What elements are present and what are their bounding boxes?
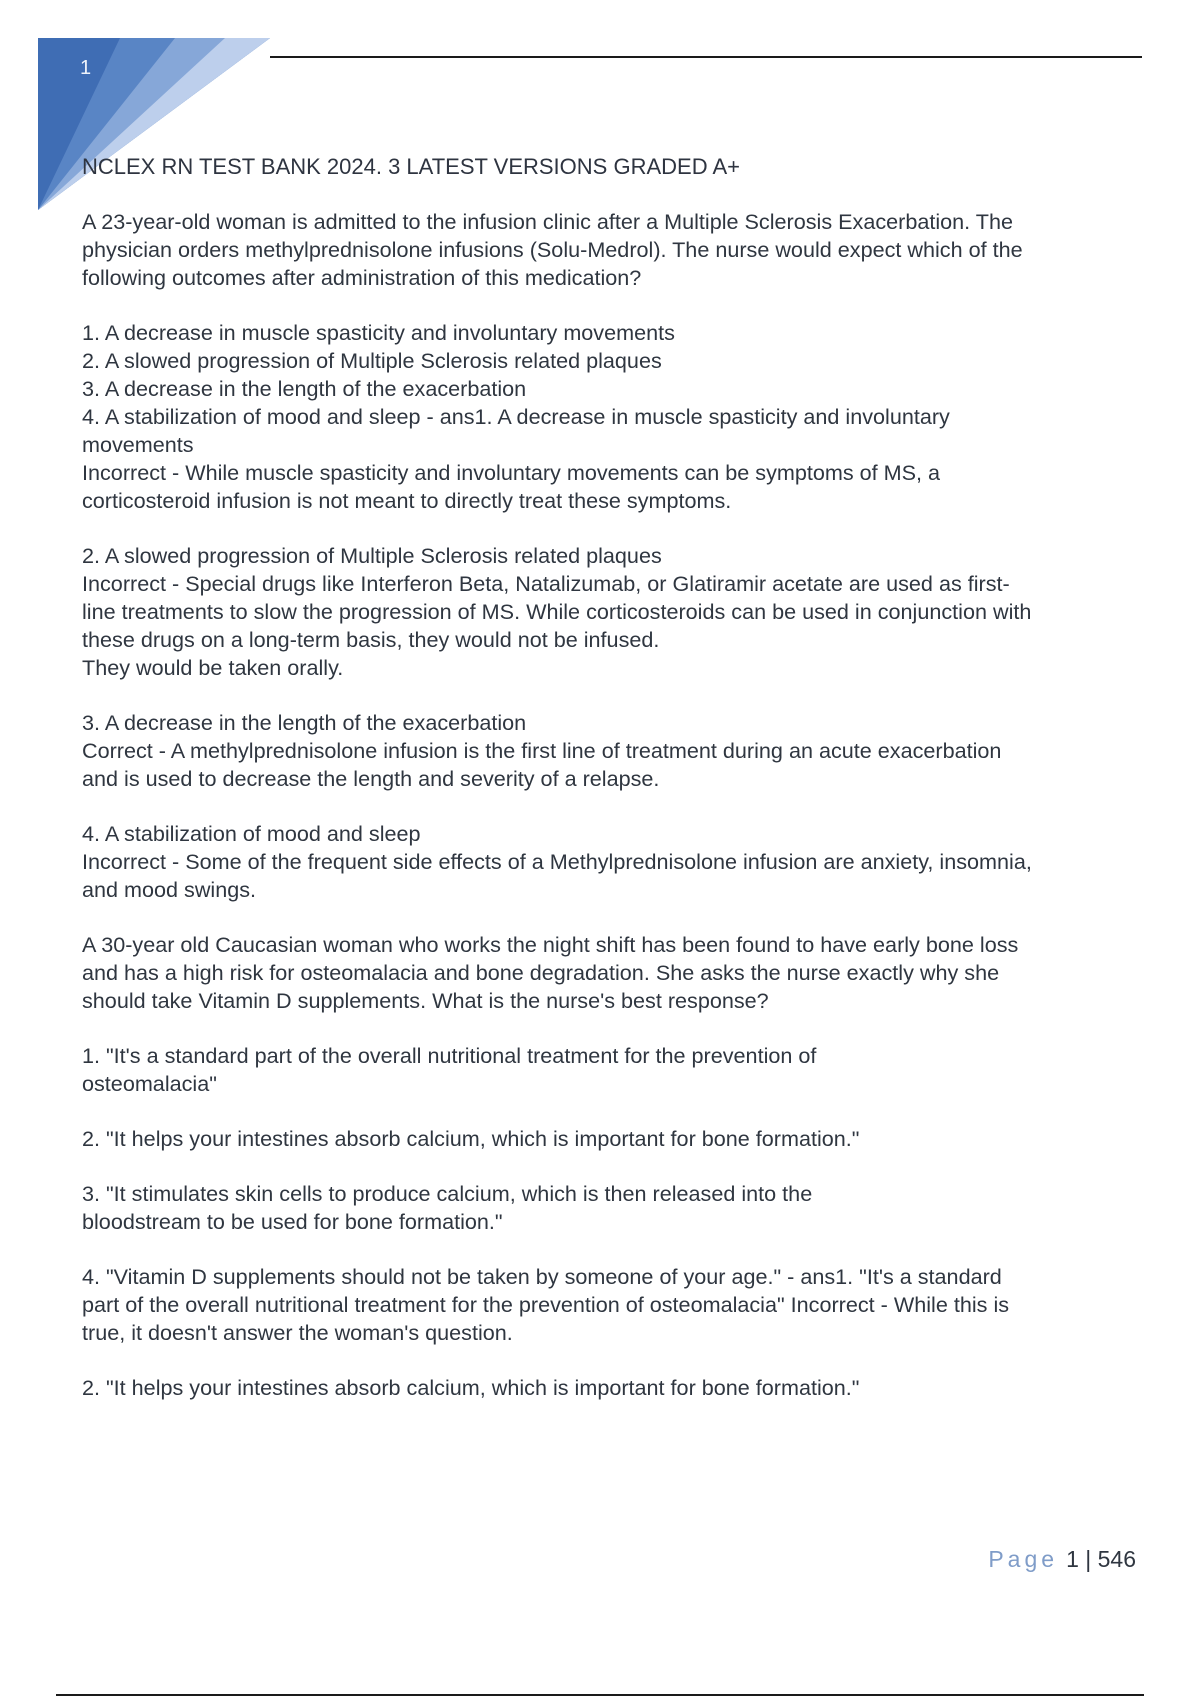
text-line: 1. "It's a standard part of the overall nutritional treatment for the prevention of [82,1043,817,1068]
text-line: 4. A stabilization of mood and sleep - ans1. A decrease in muscle spasticity and involuntary [82,404,950,429]
page-total: 546 [1097,1546,1136,1572]
text-line: should take Vitamin D supplements. What is the nurse's best response? [82,988,769,1013]
text-line: following outcomes after administration of this medication? [82,265,642,290]
page-separator: | [1085,1546,1092,1572]
paragraph [82,208,1148,292]
text-line: 1. A decrease in muscle spasticity and involuntary movements [82,320,675,345]
page-word: Page [988,1546,1059,1572]
text-line: these drugs on a long-term basis, they would not be infused. [82,627,660,652]
paragraph [82,319,1148,515]
text-line: Incorrect - Some of the frequent side effects of a Methylprednisolone infusion are anxiety, insomnia, [82,849,1032,874]
text-line: A 30-year old Caucasian woman who works the night shift has been found to have early bone loss [82,932,1019,957]
paragraph [82,1374,1148,1402]
text-line: 2. A slowed progression of Multiple Sclerosis related plaques [82,543,662,568]
document-title: NCLEX RN TEST BANK 2024. 3 LATEST VERSIONS GRADED A+ [82,154,741,179]
footer-rule [56,1694,1144,1696]
document-body [82,153,1148,1429]
text-line: part of the overall nutritional treatment for the prevention of osteomalacia" Incorrect - While this is [82,1292,1010,1317]
text-line: corticosteroid infusion is not meant to directly treat these symptoms. [82,488,732,513]
text-line: 3. A decrease in the length of the exacerbation [82,376,527,401]
text-line: and has a high risk for osteomalacia and bone degradation. She asks the nurse exactly why she [82,960,1000,985]
text-line: and is used to decrease the length and severity of a relapse. [82,766,660,791]
text-line: 2. "It helps your intestines absorb calcium, which is important for bone formation." [82,1375,860,1400]
text-line: Incorrect - While muscle spasticity and involuntary movements can be symptoms of MS, a [82,460,941,485]
paragraph [82,542,1148,682]
text-line: Incorrect - Special drugs like Interferon Beta, Natalizumab, or Glatiramir acetate are used as first- [82,571,1010,596]
text-line: 3. A decrease in the length of the exacerbation [82,710,527,735]
paragraph [82,931,1148,1015]
paragraph [82,820,1148,904]
paragraph [82,1180,1148,1236]
paragraph [82,709,1148,793]
text-line: 2. "It helps your intestines absorb calcium, which is important for bone formation." [82,1126,860,1151]
text-line: osteomalacia" [82,1071,217,1096]
paragraph [82,1042,1148,1098]
page-indicator [988,1546,1136,1573]
page-current: 1 [1066,1546,1079,1572]
paragraph [82,1125,1148,1153]
paragraph-list [82,208,1148,1402]
header-page-number: 1 [80,57,92,79]
paragraph [82,1263,1148,1347]
header-rule [270,56,1142,58]
text-line: Correct - A methylprednisolone infusion is the first line of treatment during an acute exacerbation [82,738,1002,763]
text-line: and mood swings. [82,877,257,902]
text-line: line treatments to slow the progression of MS. While corticosteroids can be used in conjunction with [82,599,1032,624]
text-line: true, it doesn't answer the woman's question. [82,1320,513,1345]
text-line: They would be taken orally. [82,655,344,680]
text-line: bloodstream to be used for bone formation." [82,1209,503,1234]
text-line: movements [82,432,194,457]
text-line: 4. A stabilization of mood and sleep [82,821,421,846]
text-line: 2. A slowed progression of Multiple Sclerosis related plaques [82,348,662,373]
text-line: A 23-year-old woman is admitted to the infusion clinic after a Multiple Sclerosis Exacerbation. The [82,209,1013,234]
text-line: 4. "Vitamin D supplements should not be taken by someone of your age." - ans1. "It's a standard [82,1264,1002,1289]
text-line: 3. "It stimulates skin cells to produce calcium, which is then released into the [82,1181,813,1206]
text-line: physician orders methylprednisolone infusions (Solu-Medrol). The nurse would expect which of the [82,237,1023,262]
